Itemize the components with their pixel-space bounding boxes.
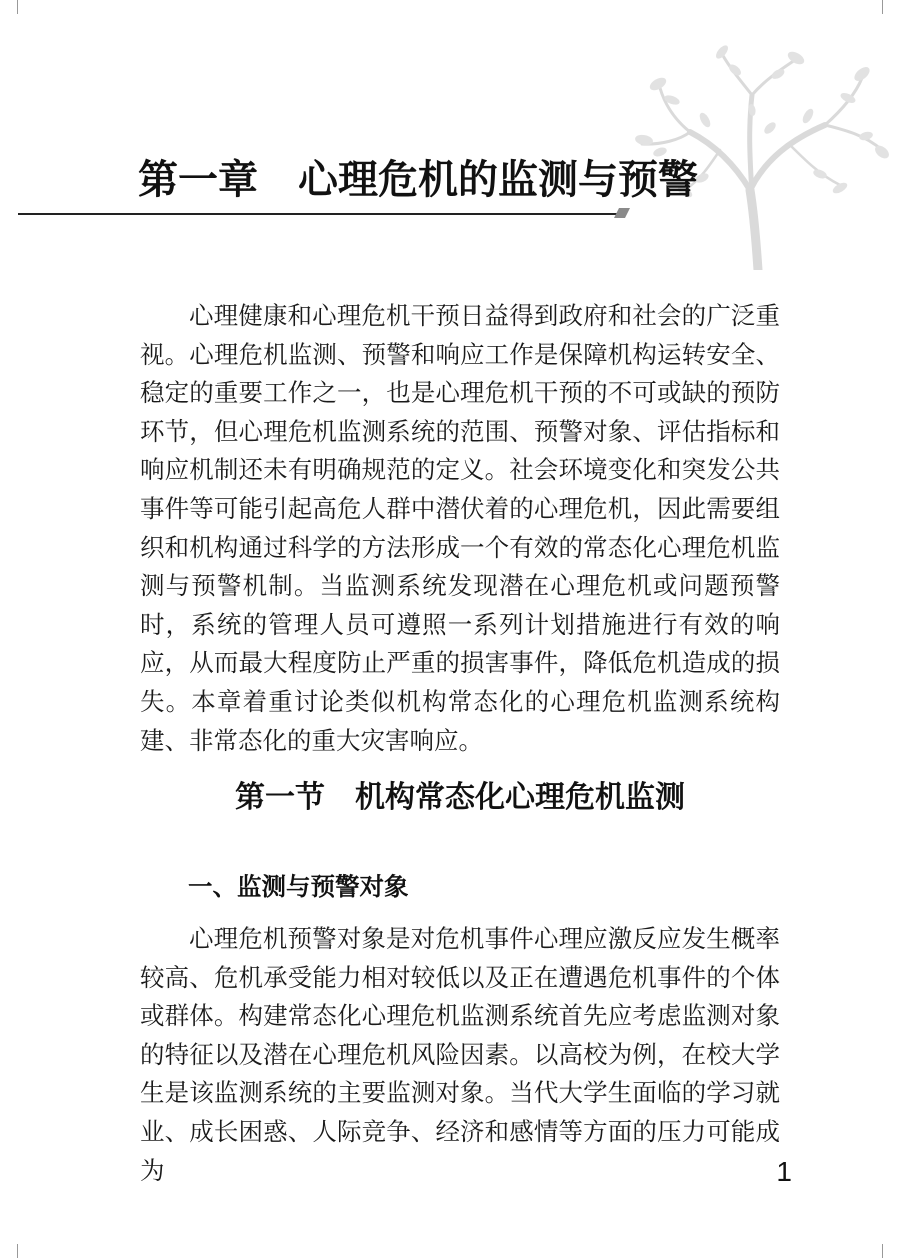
crop-mark-top-right: [882, 0, 883, 14]
chapter-title-underline: [18, 213, 620, 215]
subsection-title: 一、监测与预警对象: [188, 872, 409, 901]
crop-mark-bottom-left: [17, 1244, 18, 1258]
crop-mark-top-left: [17, 0, 18, 14]
subsection-paragraph: 心理危机预警对象是对危机事件心理应激反应发生概率较高、危机承受能力相对较低以及正在遭遇危机事件的个体或群体。构建常态化心理危机监测系统首先应考虑监测对象的特征以及潜在心理危机风险因素。以高校为例，在校大学生是该监测系统的主要监测对象。当代大学生面临的学习就业、成长困惑、人际竞争、经济和感情等方面的压力可能成为: [140, 924, 780, 1185]
crop-mark-bottom-right: [882, 1244, 883, 1258]
parallelogram-icon: [614, 208, 630, 218]
section-title: 第一节 机构常态化心理危机监测: [235, 780, 685, 815]
chapter-title: 第一章 心理危机的监测与预警: [138, 156, 698, 203]
intro-paragraph: 心理健康和心理危机干预日益得到政府和社会的广泛重视。心理危机监测、预警和响应工作是保障机构运转安全、稳定的重要工作之一，也是心理危机干预的不可或缺的预防环节，但心理危机监测系统的范围、预警对象、评估指标和响应机制还未有明确规范的定义。社会环境变化和突发公共事件等可能引起高危人群中潜伏着的心理危机，因此需要组织和机构通过科学的方法形成一个有效的常态化心理危机监测与预警机制。当监测系统发现潜在心理危机或问题预警时，系统的管理人员可遵照一系列计划措施进行有效的响应，从而最大程度防止严重的损害事件，降低危机造成的损失。本章着重讨论类似机构常态化的心理危机监测系统构建、非常态化的重大灾害响应。: [140, 301, 780, 755]
page-number: 1: [776, 1156, 792, 1187]
